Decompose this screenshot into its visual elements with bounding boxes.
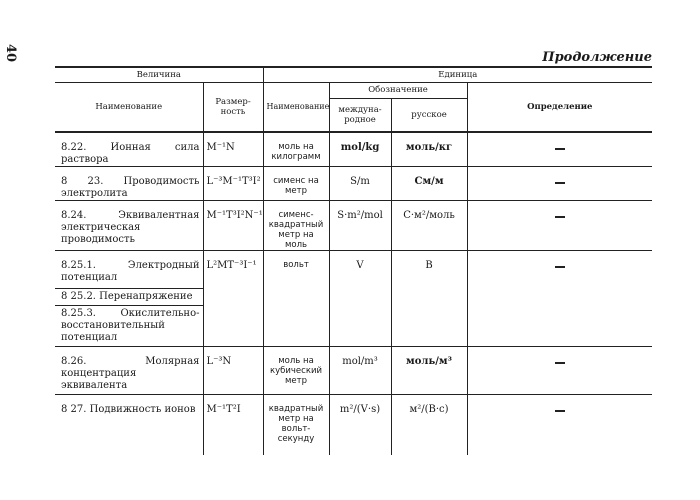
definition — [467, 251, 652, 347]
intl-designation: S·m²/mol — [329, 201, 391, 251]
dash-mark — [555, 410, 565, 412]
russian-designation: моль/м³ — [391, 347, 467, 395]
definition — [467, 347, 652, 395]
dash-mark — [555, 362, 565, 364]
intl-designation: S/m — [329, 167, 391, 201]
page-number: 40 — [3, 44, 18, 63]
russian-designation: моль/кг — [391, 132, 467, 167]
dimension: M⁻¹T²I — [203, 395, 263, 455]
header-name: Наименование — [55, 82, 203, 132]
table-row — [55, 395, 652, 455]
table-header — [55, 67, 652, 132]
table-row — [55, 251, 652, 289]
header-designation: Обозначение — [329, 82, 467, 98]
table-row — [55, 201, 652, 251]
russian-designation: См/м — [391, 167, 467, 201]
dimension: L⁻³N — [203, 347, 263, 395]
intl-designation: mol/kg — [329, 132, 391, 167]
continuation-label: Продолжение — [542, 50, 652, 65]
definition — [467, 167, 652, 201]
quantity-name: 8.25.3. Окислительно-восстановительный потенциал — [55, 306, 203, 347]
definition — [467, 395, 652, 455]
unit-name: квадратный метр на вольт-секунду — [263, 395, 329, 455]
dimension: M⁻¹N — [203, 132, 263, 167]
header-unit-name: Наименование — [263, 82, 329, 132]
dimension: L²MT⁻³I⁻¹ — [203, 251, 263, 347]
dash-mark — [555, 182, 565, 184]
definition — [467, 201, 652, 251]
intl-designation: mol/m³ — [329, 347, 391, 395]
dimension: M⁻¹T³I²N⁻¹ — [203, 201, 263, 251]
header-definition: Определение — [467, 82, 652, 132]
quantity-name: 8.22. Ионная сила раствора — [55, 132, 203, 167]
unit-name: вольт — [263, 251, 329, 347]
quantity-name: 8 23. Проводимость электролита — [55, 167, 203, 201]
quantity-name: 8.26. Молярная концентрация эквивалента — [55, 347, 203, 395]
dash-mark — [555, 216, 565, 218]
header-russian: русское — [391, 98, 467, 132]
table-row — [55, 167, 652, 201]
table-row — [55, 132, 652, 167]
unit-name: сименс-квадратный метр на моль — [263, 201, 329, 251]
unit-name: моль на килограмм — [263, 132, 329, 167]
dash-mark — [555, 266, 565, 268]
table-row — [55, 347, 652, 395]
russian-designation: В — [391, 251, 467, 347]
russian-designation: С·м²/моль — [391, 201, 467, 251]
header-unit-group: Единица — [263, 67, 652, 82]
units-table — [55, 66, 652, 455]
russian-designation: м²/(В·с) — [391, 395, 467, 455]
unit-name: моль на кубический метр — [263, 347, 329, 395]
header-dimension: Размер- ность — [203, 82, 263, 132]
dimension: L⁻³M⁻¹T³I² — [203, 167, 263, 201]
header-international: междуна- родное — [329, 98, 391, 132]
quantity-name: 8.25.1. Электродный потенциал — [55, 251, 203, 289]
intl-designation: m²/(V·s) — [329, 395, 391, 455]
quantity-name: 8 27. Подвижность ионов — [55, 395, 203, 455]
definition — [467, 132, 652, 167]
header-quantity-group: Величина — [55, 67, 263, 82]
quantity-name: 8 25.2. Перенапряжение — [55, 289, 203, 306]
dash-mark — [555, 148, 565, 150]
intl-designation: V — [329, 251, 391, 347]
unit-name: сименс на метр — [263, 167, 329, 201]
quantity-name: 8.24. Эквивалентная электрическая проводимость — [55, 201, 203, 251]
